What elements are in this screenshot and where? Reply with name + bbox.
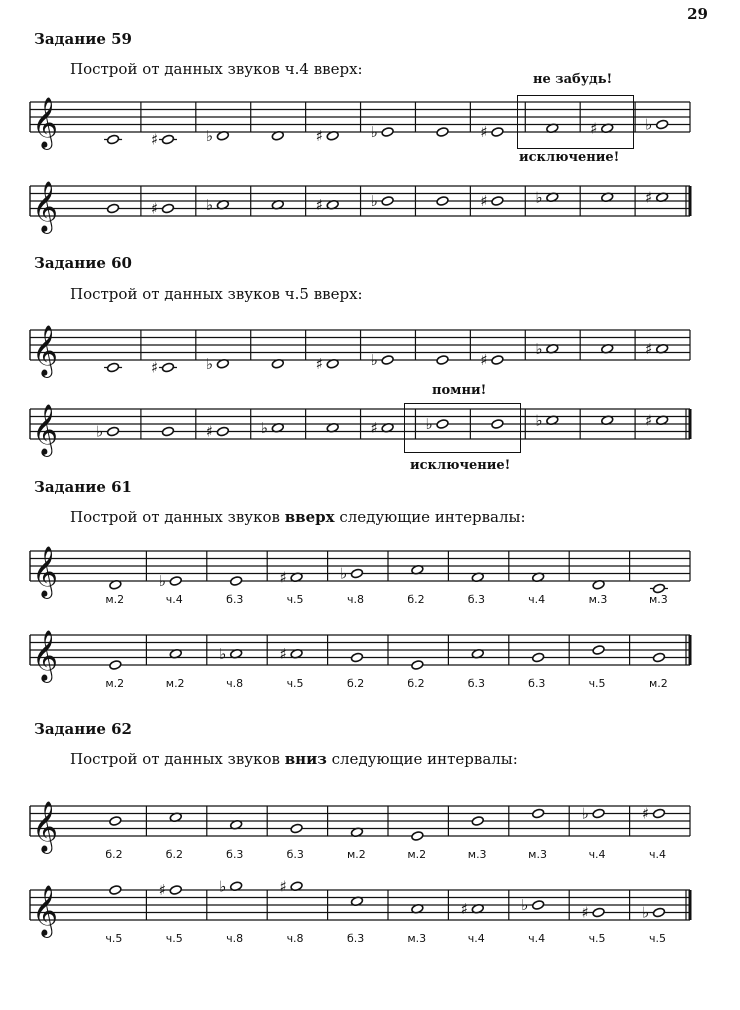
flat-icon: ♭ — [219, 644, 227, 663]
whole-note — [656, 119, 669, 129]
interval-label: ч.8 — [346, 593, 364, 606]
interval-label: б.3 — [226, 848, 244, 861]
whole-note — [107, 362, 120, 372]
interval-label: ч.5 — [648, 932, 666, 945]
whole-note — [230, 576, 243, 586]
flat-icon: ♭ — [205, 354, 213, 373]
exercise-59-exception-note: исключение! — [519, 150, 620, 165]
interval-label: ч.4 — [528, 593, 546, 606]
sharp-icon: ♯ — [641, 804, 650, 823]
whole-note — [169, 576, 182, 586]
interval-label: м.3 — [528, 848, 547, 861]
whole-note — [532, 900, 545, 910]
flat-icon: ♭ — [641, 903, 650, 922]
flat-icon: ♭ — [205, 195, 213, 214]
interval-label: м.2 — [407, 848, 427, 861]
staff-61a — [30, 546, 695, 621]
exercise-60-title: Задание 60 — [34, 254, 132, 272]
whole-note — [532, 652, 545, 662]
whole-note — [162, 426, 175, 436]
interval-label: ч.4 — [467, 932, 485, 945]
interval-label: м.2 — [105, 593, 125, 606]
staff-62b — [30, 877, 695, 960]
staff-59a — [30, 97, 695, 152]
interval-label: б.2 — [407, 677, 425, 690]
whole-note — [290, 823, 303, 833]
flat-icon: ♭ — [339, 564, 348, 583]
whole-note — [162, 134, 175, 144]
staff-59b — [30, 181, 695, 236]
whole-note — [162, 203, 175, 213]
whole-note — [436, 419, 449, 429]
whole-note — [491, 355, 504, 365]
sharp-icon: ♯ — [460, 899, 469, 918]
exercise-61-instruction: Построй от данных звуков вверх следующие интервалы: — [70, 508, 526, 526]
exercise-62-title: Задание 62 — [34, 720, 132, 738]
interval-label: ч.5 — [588, 677, 606, 690]
whole-note — [532, 808, 545, 818]
flat-icon: ♭ — [370, 192, 378, 210]
flat-icon: ♭ — [425, 415, 433, 433]
whole-note — [107, 426, 120, 436]
sharp-icon: ♯ — [150, 130, 159, 149]
flat-icon: ♭ — [96, 422, 104, 441]
sharp-icon: ♯ — [205, 422, 214, 441]
sharp-icon: ♯ — [150, 358, 159, 377]
interval-label: б.3 — [286, 848, 304, 861]
flat-icon: ♭ — [158, 572, 166, 590]
whole-note — [652, 652, 665, 662]
whole-note — [107, 203, 120, 213]
whole-note — [109, 816, 122, 826]
whole-note — [381, 127, 394, 137]
interval-label: ч.5 — [286, 593, 304, 606]
whole-note — [411, 660, 424, 670]
whole-note — [436, 355, 449, 365]
interval-label: ч.8 — [226, 932, 244, 945]
whole-note — [411, 831, 424, 841]
flat-icon: ♭ — [645, 115, 653, 134]
whole-note — [107, 134, 120, 144]
interval-label: ч.5 — [588, 932, 606, 945]
interval-label: м.3 — [467, 848, 487, 861]
flat-icon: ♭ — [370, 351, 378, 369]
interval-label: б.3 — [467, 593, 486, 606]
treble-clef-icon: 𝄞 — [32, 630, 59, 681]
treble-clef-icon: 𝄞 — [32, 404, 59, 455]
whole-note — [592, 645, 605, 655]
sharp-icon: ♯ — [645, 188, 653, 207]
sharp-icon: ♯ — [279, 877, 287, 896]
interval-label: б.2 — [165, 848, 184, 861]
exercise-61-title: Задание 61 — [34, 478, 132, 496]
whole-note — [350, 652, 363, 662]
exercise-59-instruction: Построй от данных звуков ч.4 вверх: — [70, 60, 363, 78]
sharp-icon: ♯ — [279, 568, 287, 587]
sharp-icon: ♯ — [581, 903, 589, 922]
whole-note — [350, 568, 363, 578]
sharp-icon: ♯ — [480, 351, 488, 369]
flat-icon: ♭ — [535, 188, 543, 207]
interval-label: ч.5 — [165, 932, 183, 945]
interval-label: ч.4 — [648, 848, 666, 861]
flat-icon: ♭ — [219, 877, 227, 896]
flat-icon: ♭ — [521, 896, 529, 914]
whole-note — [436, 196, 449, 206]
interval-label: б.3 — [346, 932, 365, 945]
exercise-62-instruction: Построй от данных звуков вниз следующие интервалы: — [70, 750, 518, 768]
whole-note — [592, 907, 605, 917]
interval-label: б.3 — [226, 593, 244, 606]
interval-label: ч.4 — [165, 593, 183, 606]
whole-note — [652, 907, 665, 917]
whole-note — [491, 419, 504, 429]
exercise-60-exception-note: исключение! — [410, 458, 511, 473]
whole-note — [471, 816, 484, 826]
flat-icon: ♭ — [260, 418, 268, 437]
whole-note — [381, 196, 394, 206]
interval-label: м.2 — [648, 677, 668, 690]
interval-label: б.2 — [105, 848, 123, 861]
whole-note — [216, 426, 229, 436]
interval-label: ч.5 — [105, 932, 123, 945]
page-number: 29 — [687, 5, 708, 23]
interval-label: ч.4 — [528, 932, 546, 945]
whole-note — [592, 808, 605, 818]
sharp-icon: ♯ — [645, 339, 653, 358]
interval-label: б.3 — [467, 677, 486, 690]
flat-icon: ♭ — [205, 126, 213, 145]
interval-label: ч.5 — [286, 677, 304, 690]
flat-icon: ♭ — [581, 804, 589, 823]
interval-label: м.2 — [346, 848, 366, 861]
sharp-icon: ♯ — [158, 881, 167, 899]
sharp-icon: ♯ — [645, 411, 653, 430]
whole-note — [169, 885, 182, 895]
whole-note — [109, 885, 122, 895]
whole-note — [162, 362, 175, 372]
sharp-icon: ♯ — [150, 199, 159, 218]
flat-icon: ♭ — [370, 123, 378, 141]
treble-clef-icon: 𝄞 — [32, 546, 59, 597]
interval-label: ч.8 — [226, 677, 244, 690]
treble-clef-icon: 𝄞 — [32, 885, 59, 936]
staff-60a — [30, 325, 695, 380]
exercise-59-remember-note: не забудь! — [533, 72, 613, 87]
whole-note — [491, 127, 504, 137]
staff-62a — [30, 801, 695, 876]
interval-label: ч.8 — [286, 932, 304, 945]
staff-61b — [30, 630, 695, 705]
sharp-icon: ♯ — [590, 119, 598, 138]
flat-icon: ♭ — [535, 339, 543, 358]
interval-label: б.3 — [528, 677, 546, 690]
whole-note — [109, 660, 122, 670]
sharp-icon: ♯ — [315, 195, 323, 214]
interval-label: м.3 — [588, 593, 608, 606]
interval-label: м.3 — [648, 593, 668, 606]
interval-label: б.2 — [346, 677, 365, 690]
sharp-icon: ♯ — [315, 354, 323, 373]
treble-clef-icon: 𝄞 — [32, 97, 59, 148]
sharp-icon: ♯ — [370, 418, 378, 437]
flat-icon: ♭ — [535, 411, 543, 430]
exercise-60-remember-note: помни! — [432, 383, 487, 398]
treble-clef-icon: 𝄞 — [32, 325, 59, 376]
interval-label: м.3 — [407, 932, 427, 945]
sharp-icon: ♯ — [480, 123, 488, 141]
exercise-60-instruction: Построй от данных звуков ч.5 вверх: — [70, 285, 363, 303]
sharp-icon: ♯ — [279, 644, 287, 663]
treble-clef-icon: 𝄞 — [32, 801, 59, 852]
whole-note — [436, 127, 449, 137]
whole-note — [491, 196, 504, 206]
interval-label: м.2 — [105, 677, 125, 690]
whole-note — [381, 355, 394, 365]
interval-label: ч.4 — [588, 848, 606, 861]
treble-clef-icon: 𝄞 — [32, 181, 59, 232]
interval-label: б.2 — [407, 593, 425, 606]
staff-60b — [30, 404, 695, 459]
sharp-icon: ♯ — [315, 126, 323, 145]
exercise-59-title: Задание 59 — [34, 30, 132, 48]
whole-note — [652, 808, 665, 818]
sharp-icon: ♯ — [480, 192, 488, 210]
interval-label: м.2 — [165, 677, 185, 690]
